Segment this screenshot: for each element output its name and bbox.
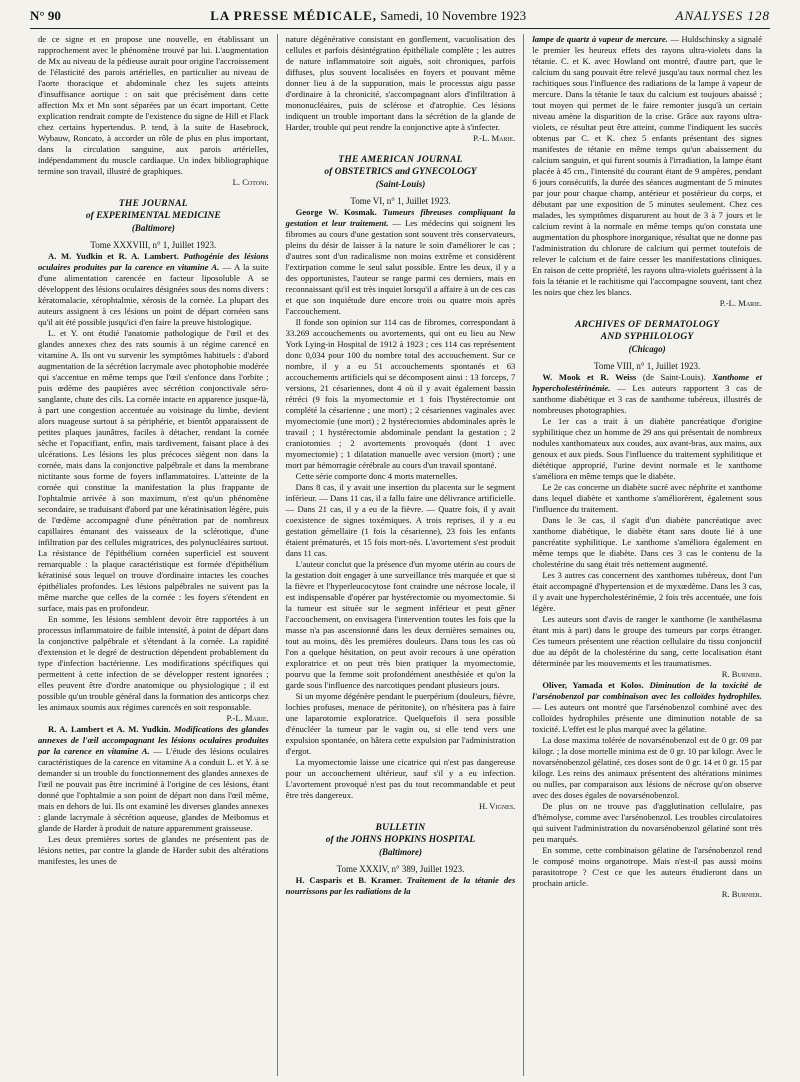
issue-date: Samedi, 10 Novembre 1923 [380, 8, 527, 23]
journal-heading [532, 319, 762, 355]
article-title: Tumeurs fibreuses compliquant la gestation et leur traitement. [285, 207, 516, 228]
journal-title: THE JOURNAL [118, 199, 188, 209]
page-number: N° 90 [30, 8, 61, 23]
article-continuation [532, 34, 762, 298]
signature: H. Vignes. [478, 801, 516, 811]
journal-heading [286, 154, 516, 190]
article-authors: A. M. Yudkin et R. A. Lambert. [48, 251, 179, 261]
journal-title: THE AMERICAN JOURNAL [338, 155, 463, 165]
paragraph: La dose maxima tolérée de novarsénobenzol est de 0 gr. 09 par kilogr. ; la dose mortelle minima est de 0 gr. 10 par kilogr. Avec le novarsénobenzol gélatiné, ces doses sont de 0 gr. 14 et 0 gr. 15 par kilogr. Les reins des animaux présentent des altérations minimes ou nulles, par comparaison aux lésions de nécrose qu'on observe avec des doses égales de novarsénobenzol. [532, 735, 762, 800]
article-authors: R. A. Lambert et A. M. Yudkin. [48, 724, 171, 734]
journal-issue: Tome VI, n° 1, Juillet 1923. [350, 196, 451, 206]
journal-name: LA PRESSE MÉDICALE, [210, 8, 377, 23]
article-abstract [38, 251, 269, 328]
journal-subtitle: of OBSTETRICS and GYNECOLOGY [324, 167, 477, 177]
article-authors: Oliver, Yamada et Kolos. [542, 680, 644, 690]
signature: P.-L. Marie. [473, 133, 516, 143]
article-authors: W. Mook et R. Weiss [542, 372, 637, 382]
article-title: Modifications des glandes annexes de l'œil accompagnant les lésions oculaires produites par la carence en vitamine A. [38, 724, 269, 756]
page-header [30, 8, 770, 29]
journal-title: ARCHIVES OF DERMATOLOGY [574, 320, 720, 330]
paragraph: nature dégénérative consistant en gonflement, vacuolisation des cellules et parfois désintégration épithéliale complète ; les autres de nature inflammatoire soit aiguës, soit chroniques, parfois diffuses, plus souvent localisées en foyers et pouvant même donner lieu à de la suppuration, mais le processus aigu passe d'ordinaire à la chronicité, s'accompagnant alors d'infiltration à mononucléaires, puis de sclérose et d'atrophie. Ces lésions indiquent un trouble important dans la sécrétion de la glande de Harder, trouble qui peut rendre la conjonctive apte à s'infecter. [285, 34, 516, 132]
article-text: — Les auteurs rapportent 3 cas de xanthome diabétique et 3 cas de xanthome tubéreux, illustrés de nombreuses photographies. [532, 383, 762, 415]
article-authors: George W. Kosmak. [295, 207, 377, 217]
article-abstract [38, 724, 269, 834]
article-authors: H. Casparis et B. Kramer. [295, 875, 402, 885]
paragraph: Le 1er cas a trait à un diabète pancréatique d'origine syphilitique chez un homme de 29 ans qui présentait de nombreux nodules xanthomateux aux coudes, aux avant-bras, aux mains, aux genoux et aux pieds. Sous l'influence du traitement syphilitique et diététique approprié, l'urine devint normale et le xanthome s'améliora en même temps que le diabète. [532, 416, 762, 481]
paragraph: Dans le 3e cas, il s'agit d'un diabète pancréatique avec xanthome diabétique, le diabète étant sans doute lié à une pancréatite syphilitique. Le xanthome s'améliora également en même temps que le diabète. Dans ces 3 cas le contenu de la cholestérine du sang était très nettement augmenté. [532, 515, 762, 569]
column-2 [277, 34, 524, 1076]
signature: R. Burnier. [721, 889, 762, 899]
paragraph: Cette série comporte donc 4 morts maternelles. [295, 471, 458, 481]
journal-issue: Tome VIII, n° 1, Juillet 1923. [593, 361, 701, 371]
journal-issue: Tome XXXVIII, n° 1, Juillet 1923. [90, 240, 217, 250]
article-title: lampe de quartz à vapeur de mercure. [532, 34, 668, 44]
paragraph: L'auteur conclut que la présence d'un myome utérin au cours de la gestation doit engager à une surveillance très marquée et que si la fièvre et l'hyperleucocytose font craindre une nécrose locale, il est indispensable d'opérer par hystérectomie ou myomectomie. Si la tumeur est située sur le segment inférieur et peut gêner l'accouchement, on envisagera l'intervention toutes les fois que la masse n'a pas ascensionné dans les deux dernières semaines ou, tout au moins, dès les premières douleurs. Dans tous les cas où l'on a quelque hésitation, on peut avoir recours à une opération exploratrice et on peut très bien pratiquer la myomectomie, pourvu que la femme soit profondément anesthésiée et qu'on la garde sous l'influence des narcotiques pendant plusieurs jours. [285, 559, 516, 690]
journal-subtitle: AND SYPHILOLOGY [600, 332, 694, 342]
signature: P.-L. Marie. [226, 713, 269, 723]
journal-city: (Baltimore) [378, 847, 422, 857]
signature: R. Burnier. [721, 669, 762, 679]
article-abstract [532, 680, 762, 735]
paragraph: Si un myome dégénère pendant le puerpérium (douleurs, fièvre, lochies profuses, menace de péritonite), on n'hésitera pas à faire une laparotomie exploratrice. Quelquefois il sera possible d'énucléer la tumeur par le vagin ou, si elle tend vers une expulsion spontanée, on hâtera cette expulsion par l'administration d'ergot. [285, 691, 516, 756]
journal-city: (Baltimore) [131, 223, 175, 233]
article-title: Diminution de la toxicité de l'arsénobenzol par combinaison avec les colloïdes hydrophiles. [532, 680, 762, 701]
journal-heading [286, 822, 516, 858]
article-text: — Les médecins qui soignent les fibromes au cours d'une gestation sont souvent très conservateurs, pleins du désir de laisser à la nature le soin d'améliorer le cas ; d'autres sont d'un radicalisme non moins extrême et considèrent l'extirpation comme le seul salut possible. Entre les deux, il y a des opportunistes, l'auteur se range parmi ces derniers, mais en reconnaissant qu'il est très inquiet lorsqu'il a affaire à un de ces cas et que son inquiétude dure encore trois ou quatre mois après l'accouchement. [285, 218, 516, 316]
article-text: — L'étude des lésions oculaires caractéristiques de la carence en vitamine A a conduit L. et Y. à se demander si un trouble du fonctionnement des glandes annexes de l'œil ne pouvait pas être incriminé à l'origine de ces lésions, étant donné que l'ophtalmie a son point de départ non dans l'œil même, mais en dehors de lui. Ils ont examiné les diverses glandes annexes : glande lacrymale à sécrétion aqueuse, glandes de Meibomus et glande de Harder à produit de nature apparemment graisseuse. [38, 746, 269, 833]
journal-issue: Tome XXXIV, n° 389, Juillet 1923. [336, 864, 465, 874]
section-page: 128 [747, 8, 770, 23]
paragraph: Le 2e cas concerne un diabète sucré avec néphrite et xanthome dans lequel diabète et xanthome s'améliorèrent, également sous l'influence du traitement. [532, 482, 762, 514]
paragraph: Il fonde son opinion sur 114 cas de fibromes, correspondant à 33.269 accouchements ou avortements, qui ont eu lieu au New York Lying-in Hospital de 1912 à 1923 ; ces 114 cas représentent donc 0,034 pour 100 du nombre total des accouchement. Sur ce nombre, il y a eu 51 accouchements spontanés et 63 accouchements artificiels qui se décomposent ainsi : 13 forceps, 7 versions, 21 césariennes, dont 4 où il y avait également bassin rétréci (9 fois la myomectomie et 1 fois l'hystérectomie ont complété la césarienne ; une mort) ; 2 césariennes vaginales avec myomectomie (une mort) ; 2 hystérectomies abdominales après le travail ; 1 hystérectomie abdominale pendant la gestation ; 2 craniotomies ; 2 avortements provoqués (dont 1 avec myomectomie) ; 1 dilatation manuelle avec version (mort) ; une mort par hémorragie cérébrale au cours d'un travail spontané. [285, 317, 516, 470]
journal-heading [38, 198, 269, 234]
article-authors-place: (de Saint-Louis). [642, 372, 706, 382]
article-abstract [286, 875, 516, 897]
paragraph: Les 3 autres cas concernent des xanthomes tubéreux, dont l'un était accompagné d'hypertension et de myxœdème. Dans les 3 cas, il y avait une hypercholestérinémie, 2 fois très accentuée, une fois légère. [532, 570, 762, 613]
article-abstract [286, 207, 516, 317]
paragraph: de ce signe et en propose une nouvelle, en établissant un rapprochement avec le phénomène trouvé par lui. L'augmentation de Mx au niveau de la pédieuse aurait pour origine l'accroissement de l'élasticité des parois artérielles, en particulier au niveau de l'aorte thoracique et abdominale chez les sujets atteints d'insuffisance aortique : on sait que précisément dans cette affection Mx et Mn sont séparées par un écart important. Cette explication rendrait compte de l'existence du signe de Hill et Flack chez certains hypertendus. P. tend, à la suite de Hasebrock, Wybauw, Roncato, à accorder un rôle de plus en plus important, dans la circulation sanguine, aux parois artérielles, indépendamment du muscle cardiaque. Un index bibliographique termine son travail, illustré de graphiques. [38, 34, 269, 176]
column-3 [523, 34, 770, 1076]
paragraph: En somme, cette combinaison gélatine de l'arsénobenzol rend le composé moins organotrope. Mais n'est-il pas aussi moins parasitotrope ? C'est ce que les auteurs étudieront dans un prochain article. [532, 845, 762, 888]
paragraph: De plus on ne trouve pas d'agglutination cellulaire, pas d'hémolyse, comme avec l'arsénobenzol. Les troubles circulatoires qui suivent l'administration du novarsénobenzol gélatiné sont très peu marqués. [532, 801, 762, 844]
column-1 [30, 34, 277, 1076]
article-title: Pathogénie des lésions oculaires produites par la carence en vitamine A. [38, 251, 269, 272]
section-name: ANALYSES [675, 8, 744, 23]
paragraph: Les deux premières sortes de glandes ne présentent pas de lésions nettes, par contre la glande de Harder subit des altérations manifestes, les unes de [38, 834, 269, 866]
article-text: — A la suite d'une alimentation carencée en facteur liposoluble A se développent des lésions oculaires désignées sous des noms divers : kératomalacie, xérophtalmie, xérosis de la cornée. La plupart des auteurs assignent à ces lésions un point de départ cornéen sans qu'il ait été possible jusqu'ici d'en faire la preuve histologique. [38, 262, 269, 327]
journal-city: (Saint-Louis) [375, 179, 426, 189]
section-label [676, 8, 770, 24]
signature: P.-L. Marie. [719, 298, 762, 308]
signature: L. Cotoni. [232, 177, 269, 187]
paragraph: Dans 8 cas, il y avait une insertion du placenta sur le segment inférieur. — Dans 11 cas, il a fallu faire une délivrance artificielle. — Dans 21 cas, il y a eu de la fièvre. — Quatre fois, il y avait coexistence de signes toxémiques. A trois reprises, il y a eu gestation gémellaire (1 fois la césarienne), 23 fois les enfants étaient prématurés, et 15 fois mort-nés. L'avortement s'est produit dans 11 cas. [285, 482, 516, 558]
paragraph: La myomectomie laisse une cicatrice qui n'est pas dangereuse pour un accouchement ultérieur, sauf s'il y a eu infection. L'avortement provoqué n'est pas du tout recommandable et peut être très dangereux. [285, 757, 516, 800]
columns [30, 34, 770, 1076]
article-text: — Huldschinsky a signalé le premier les heureux effets des rayons ultra-violets dans la tétanie. C. et K. avec Howland ont montré, d'autre part, que le calcium du sang pouvait être relevé jusqu'au taux normal chez les rachitiques sous l'influence des radiations de la lampe à vapeur de mercure. Dans la tétanie le taux du calcium est toujours abaissé ; tout moyen qui permet de le faire remonter jusqu'à un certain niveau amène la disparition de la crise. Grâce aux rayons ultra-violets, ce résultat peut être atteint, comme l'indiquent les succès obtenus par C. et K. chez 5 enfants présentant des signes manifestes de tétanie en même temps qu'un abaissement du calcium sanguin, et qui furent soumis à l'irradiation, la lampe étant placée à 45 cm., l'intensité du courant étant de 9 ampères, pendant 6 jours consécutifs, la durée des séances augmentant de 5 minutes par jour pour chaque champ, antérieur et postérieur du corps, et débutant par une exposition de 5 minutes seulement. Chez ces malades, les symptômes disparurent au bout de 3 à 7 jours et le calcium revint à la normale en même temps qu'on constata une augmentation du phosphore inorganique, résultat que ne donne pas l'administration du chlorure de calcium qui permet toutefois de relever le calcium et de faire cesser les manifestations cliniques. En raison de cette propriété, les rayons ultra-violets guérissent à la fois la tétanie et le rachitisme qui l'accompagne souvent, tant chez les noirs que chez les blancs. [532, 34, 762, 297]
paragraph: L. et Y. ont étudié l'anatomie pathologique de l'œil et des glandes annexes chez des rats soumis à un régime carencé en vitamine A. Ils ont vu survenir les symptômes habituels : d'abord augmentation de la sécrétion lacrymale avec photophobie modérée qui s'accentue en même temps que l'œil s'enfonce dans l'orbite ; puis œdème des paupières avec sécrétion conjonctivale séro-sanglante, chute des cils. La cornée intacte en apparence jusque-là, à part une congestion accentuée au voisinage du limbe, devient alors nuageuse surtout à sa périphérie, et bientôt apparaissent de petites plaques jaunâtres, faciles à détacher, rendant la cornée sèche et l'opacifiant, enfin, mais tardivement, faisant place à des ulcérations. Les lésions les plus précoces siègent non dans la cornée, mais dans la conjonctive palpébrale et dans la membrane nictitante sous forme de foyers inflammatoires. L'atteinte de la cornée qui constitue la manifestation la plus frappante de l'ophtalmie arrivée à son maximum, n'est qu'un phénomène secondaire, se traduisant d'abord par une kératinisation légère, puis de l'œdème accompagné d'une pénétration par de nombreux capillaires émanant des vaisseaux de la sclérotique, d'une infiltration par des cellules migratrices, des polynucléaires surtout. La résistance de l'épithélium cornéen superficiel est souvent remarquable : la plaque caractéristique est formée d'épithélium kératinisé sous lequel on trouve d'ordinaire intactes les couches épithéliales profondes. Les lésions palpébrales ne suivent pas la même marche que celles de la cornée : les foyers s'étendent en surface, mais pas en profondeur. [38, 328, 269, 613]
article-text: — Les auteurs ont montré que l'arsénobenzol combiné avec des colloïdes hydrophiles présente une diminution notable de sa toxicité. L'effet est le plus marqué avec la gélatine. [532, 702, 762, 734]
paragraph: Les auteurs sont d'avis de ranger le xanthome (le xanthélasma étant mis à part) dans le groupe des tumeurs par corps étranger. Ces tumeurs présentent une réaction cellulaire du tissu conjonctif due au dépôt de la cholestérine du sang, cette localisation étant déterminée par les mouvements et les traumatismes. [532, 614, 762, 668]
journal-title: BULLETIN [375, 823, 426, 833]
article-abstract [532, 372, 762, 416]
paragraph: En somme, les lésions semblent devoir être rapportées à un processus inflammatoire de faible intensité, à point de départ dans la conjonctive palpébrale et s'étendant à la cornée. La rapidité d'extension et le degré de destruction dépendent probablement du type d'infection bactérienne. Les modifications spécifiques qui permettent à cette infection de se développer restent ignorées ; elles peuvent être d'ordre anatomique ou physiologique ; il est possible qu'un trouble général dans la formation des anticorps chez les animaux soumis aux régimes carencés en soit responsable. [38, 614, 269, 712]
journal-subtitle: of the JOHNS HOPKINS HOSPITAL [325, 835, 476, 845]
article-title: Traitement de la tétanie des nourrissons par les radiations de la [285, 875, 516, 896]
journal-subtitle: of EXPERIMENTAL MEDICINE [85, 211, 221, 221]
journal-city: (Chicago) [628, 344, 666, 354]
masthead [210, 8, 526, 24]
article-title: Xanthome et hypercholestérinémie. [532, 372, 762, 393]
